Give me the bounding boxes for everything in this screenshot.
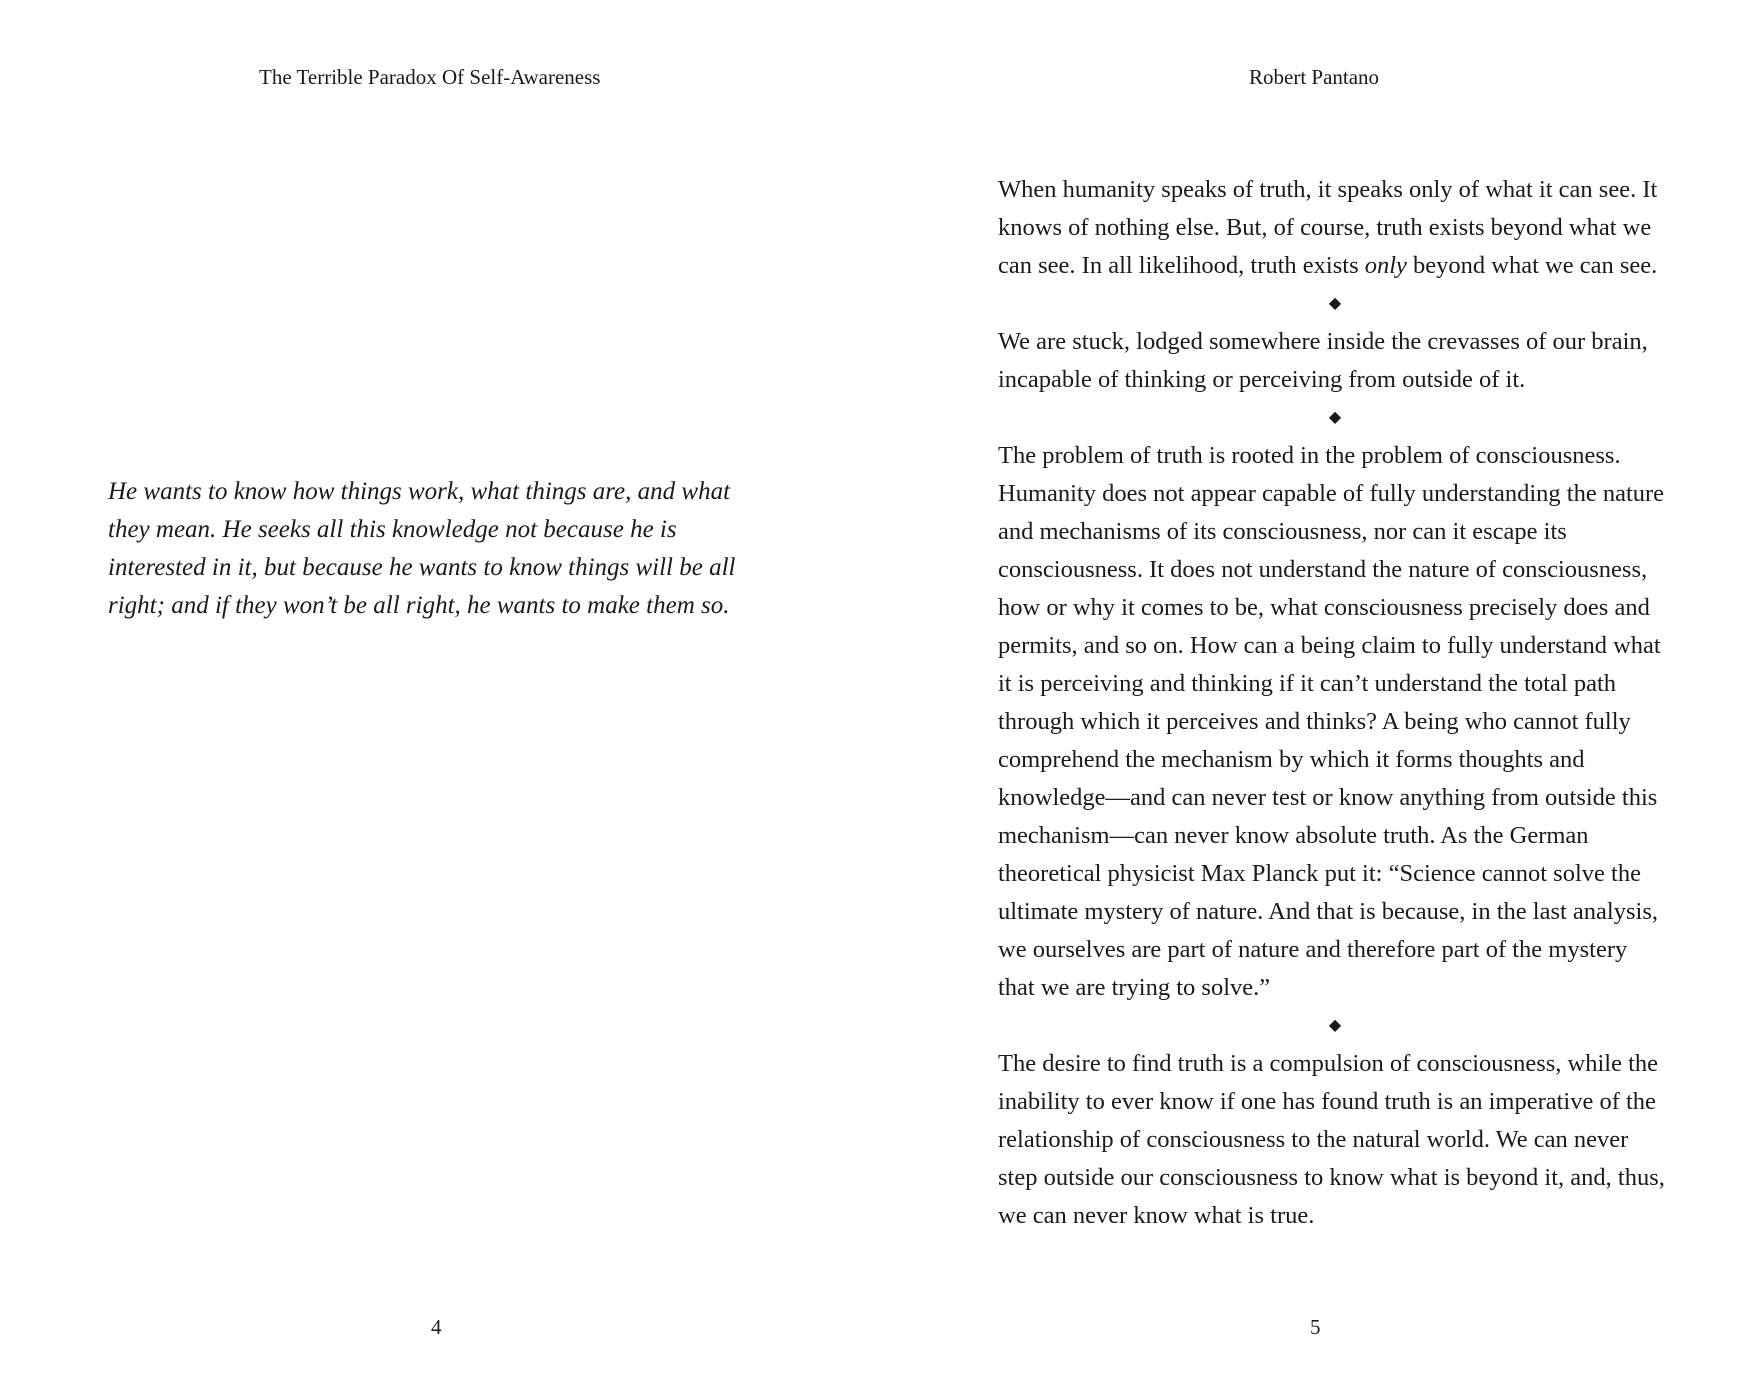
running-head-title: The Terrible Paradox Of Self-Awareness <box>259 65 601 89</box>
body-text <box>998 171 1670 1235</box>
page-number-left: 4 <box>431 1315 442 1339</box>
paragraph-2: We are stuck, lodged somewhere inside the crevasses of our brain, incapable of thinking or perceiving from outside of it. <box>998 328 1648 393</box>
paragraph-3: The problem of truth is rooted in the problem of consciousness. Humanity does not appear capable of fully understanding the nature and mechanisms of its consciousness, nor can it escape its consciousness. It does not understand the nature of consciousness, how or why it comes to be, what consciousness precisely does and permits, and so on. How can a being claim to fully understand what it is perceiving and thinking if it can’t understand the total path through which it perceives and thinks? A being who cannot fully comprehend the mechanism by which it forms thoughts and knowledge—and can never test or know anything from outside this mechanism—can never know absolute truth. As the German theoretical physicist Max Planck put it: “Science cannot solve the ultimate mystery of nature. And that is because, in the last analysis, we ourselves are part of nature and therefore part of the mystery that we are trying to solve.” <box>998 442 1665 1001</box>
section-separator-diamond-icon: ◆ <box>1328 295 1342 312</box>
section-separator-diamond-icon: ◆ <box>1328 409 1342 426</box>
paragraph-4: The desire to find truth is a compulsion of consciousness, while the inability to ever know if one has found truth is an imperative of the relationship of consciousness to the natural world. We can never step outside our consciousness to know what is beyond it, and, thus, we can never know what is true. <box>998 1050 1665 1229</box>
paragraph-1 <box>998 171 1670 285</box>
section-separator-diamond-icon: ◆ <box>1328 1017 1342 1034</box>
running-head-author: Robert Pantano <box>1249 65 1380 89</box>
paragraph-1-emphasis: only <box>1364 252 1407 279</box>
paragraph-1-start: When humanity speaks of truth, it speaks only of what it can see. It knows of nothing else. But, of course, truth exists beyond what we can see. In all likelihood, truth exists <box>998 176 1658 279</box>
epigraph: He wants to know how things work, what things are, and what they mean. He seeks all this knowledge not because he is interested in it, but because he wants to know things will be all right; and if they won’t be all right, he wants to make them so. <box>108 478 736 619</box>
paragraph-1-end: beyond what we can see. <box>1406 252 1658 279</box>
page-number-right: 5 <box>1310 1315 1321 1339</box>
right-page <box>873 0 1746 1396</box>
